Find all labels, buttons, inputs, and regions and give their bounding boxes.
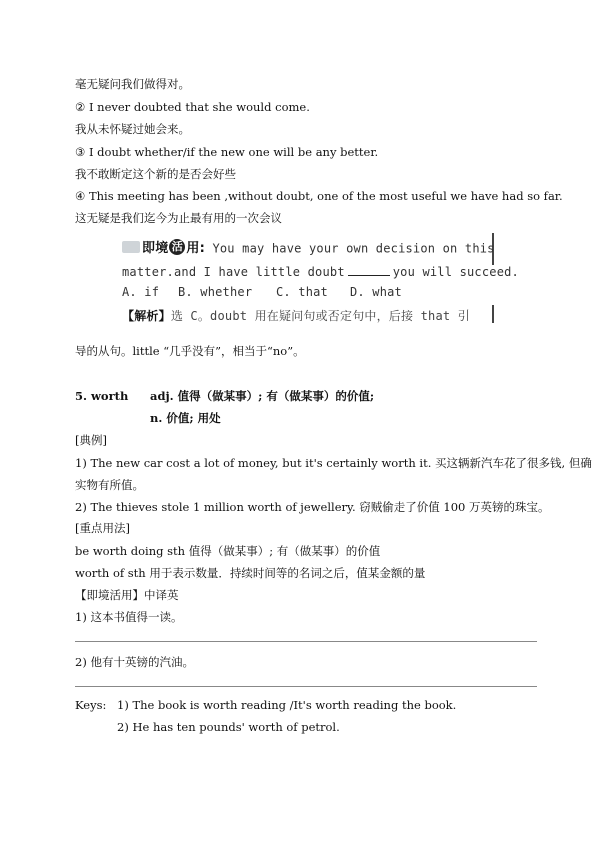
option-d: D. what: [350, 285, 402, 299]
question-text: matter.and I have little doubt: [122, 265, 345, 279]
definition-adj: adj. 值得（做某事）; 有（做某事）的价值;: [150, 389, 375, 403]
definition-n: n. 价值; 用处: [150, 411, 221, 425]
section-heading: 5. worth: [75, 389, 129, 403]
text-line: 我不敢断定这个新的是否会好些: [75, 167, 236, 181]
text-line: 毫无疑问我们做得对。: [75, 77, 190, 91]
question-text: You may have your own decision on this: [212, 241, 495, 256]
example-1-cont: 实物有所值。: [75, 478, 144, 492]
practice-icon: [122, 241, 140, 253]
answer-line: [75, 686, 537, 687]
usage-2: worth of sth 用于表示数量．持续时间等的名词之后，值某金额的量: [75, 566, 426, 580]
practice-header: 即境 活 用:: [122, 237, 205, 256]
text-line: 这无疑是我们迄今为止最有用的一次会议: [75, 211, 282, 225]
option-b: B. whether: [178, 285, 253, 299]
analysis-label: 【解析】: [122, 309, 171, 323]
options-row: [122, 285, 402, 299]
keys-label: Keys:: [75, 698, 107, 712]
text-line: ② I never doubted that she would come.: [75, 100, 310, 114]
text-line: ④ This meeting has been ,without doubt, one of the most useful we have had so far.: [75, 189, 563, 203]
example-label: [典例]: [75, 433, 107, 447]
practice-question-row-1: [122, 237, 495, 256]
key-1: 1) The book is worth reading /It's worth reading the book.: [117, 698, 457, 712]
practice-box: [122, 233, 519, 325]
practice-item-1: 1) 这本书值得一读。: [75, 610, 183, 624]
analysis-text: 选 C。doubt 用在疑问句或否定句中，后接 that 引: [170, 309, 470, 323]
answer-blank: [348, 263, 390, 276]
box-divider: [492, 305, 494, 323]
text-line: 我从未怀疑过她会来。: [75, 122, 190, 136]
question-text: you will succeed.: [392, 265, 519, 279]
usage-1: be worth doing sth 值得（做某事）; 有（做某事）的价值: [75, 544, 381, 558]
practice-item-2: 2) 他有十英镑的汽油。: [75, 655, 194, 669]
key-2: 2) He has ten pounds' worth of petrol.: [117, 720, 340, 734]
practice-circle-badge: 活: [169, 239, 185, 255]
example-2: 2) The thieves stole 1 million worth of jewellery. 窃贼偷走了价值 100 万英镑的珠宝。: [75, 500, 550, 514]
answer-line: [75, 641, 537, 642]
usage-label: [重点用法]: [75, 521, 130, 535]
option-a: A. if: [122, 285, 160, 299]
analysis-row: [122, 307, 470, 324]
practice-question-row-2: [122, 263, 519, 279]
practice-label: 【即境活用】中译英: [75, 588, 179, 602]
option-c: C. that: [276, 285, 328, 299]
example-1: 1) The new car cost a lot of money, but it's certainly worth it. 买这辆新汽车花了很多钱, 但确: [75, 456, 592, 470]
text-line: 导的从句。little “几乎没有”，相当于“no”。: [75, 344, 305, 358]
text-line: ③ I doubt whether/if the new one will be any better.: [75, 145, 379, 159]
